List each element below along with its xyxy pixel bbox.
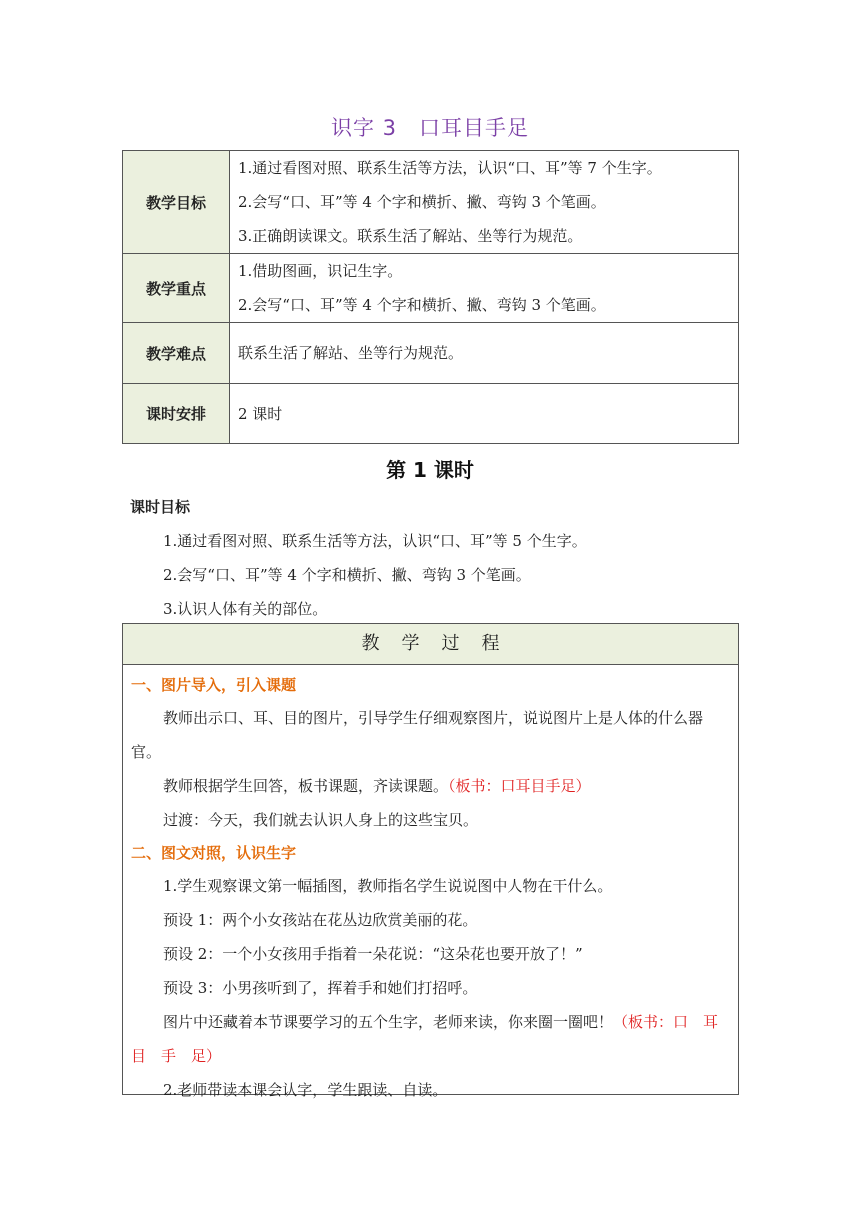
table-row — [123, 254, 739, 323]
paragraph: 预设 2：一个小女孩用手指着一朵花说：“这朵花也要开放了！” — [163, 945, 583, 963]
objectives-label: 课时目标 — [130, 498, 191, 516]
table-row — [123, 151, 739, 254]
row-line: 2 课时 — [238, 404, 283, 423]
row-label: 教学目标 — [123, 151, 230, 254]
board-note: （板书：口 耳 目 手 足） — [131, 1013, 734, 1065]
paragraph: 预设 1：两个小女孩站在花丛边欣赏美丽的花。 — [163, 911, 478, 929]
row-label: 教学难点 — [123, 323, 230, 384]
paragraph: 1.学生观察课文第一幅插图，教师指名学生说说图中人物在干什么。 — [163, 877, 613, 895]
row-content — [230, 323, 739, 384]
paragraph-text: 教师根据学生回答，板书课题，齐读课题。 — [163, 777, 449, 795]
paragraph: 教师出示口、耳、目的图片，引导学生仔细观察图片，说说图片上是人体的什么器官。 — [131, 709, 704, 761]
section-heading: 一、图片导入，引入课题 — [131, 676, 297, 694]
row-line: 联系生活了解站、坐等行为规范。 — [238, 344, 464, 362]
objective-item: 2.会写“口、耳”等 4 个字和横折、撇、弯钩 3 个笔画。 — [163, 566, 531, 584]
objective-item: 1.通过看图对照、联系生活等方法，认识“口、耳”等 5 个生字。 — [163, 532, 587, 550]
table-row — [123, 323, 739, 384]
row-line: 2.会写“口、耳”等 4 个字和横折、撇、弯钩 3 个笔画。 — [238, 296, 606, 314]
objective-item: 3.认识人体有关的部位。 — [163, 600, 328, 618]
paragraph — [131, 769, 730, 803]
row-content — [230, 151, 739, 254]
paragraph: 预设 3：小男孩听到了，挥着手和她们打招呼。 — [163, 979, 478, 997]
paragraph — [131, 1005, 734, 1073]
lesson-title: 第 1 课时 — [386, 458, 474, 482]
section-heading: 二、图文对照，认识生字 — [131, 844, 297, 862]
row-line: 2.会写“口、耳”等 4 个字和横折、撇、弯钩 3 个笔画。 — [238, 193, 606, 211]
row-line: 1.通过看图对照、联系生活等方法，认识“口、耳”等 7 个生字。 — [238, 159, 662, 177]
row-content — [230, 254, 739, 323]
row-line: 1.借助图画，识记生字。 — [238, 262, 403, 280]
page-title: 识字 3 口耳目手足 — [330, 116, 530, 140]
objectives-list — [163, 524, 587, 626]
process-body — [123, 665, 738, 1107]
board-note: （板书：口耳目手足） — [448, 777, 591, 795]
teaching-process-box — [122, 623, 739, 1099]
row-content — [230, 384, 739, 444]
paragraph: 2.老师带读本课会认字，学生跟读、自读。 — [163, 1081, 448, 1099]
row-line: 3.正确朗读课文。联系生活了解站、坐等行为规范。 — [238, 227, 583, 245]
table-row — [123, 384, 739, 444]
teaching-plan-table — [122, 150, 739, 444]
row-label: 教学重点 — [123, 254, 230, 323]
paragraph: 过渡：今天，我们就去认识人身上的这些宝贝。 — [163, 811, 479, 829]
row-label: 课时安排 — [123, 384, 230, 444]
process-header: 教学过程 — [123, 624, 738, 665]
paragraph-text: 图片中还藏着本节课要学习的五个生字，老师来读，你来圈一圈吧！ — [163, 1013, 614, 1031]
